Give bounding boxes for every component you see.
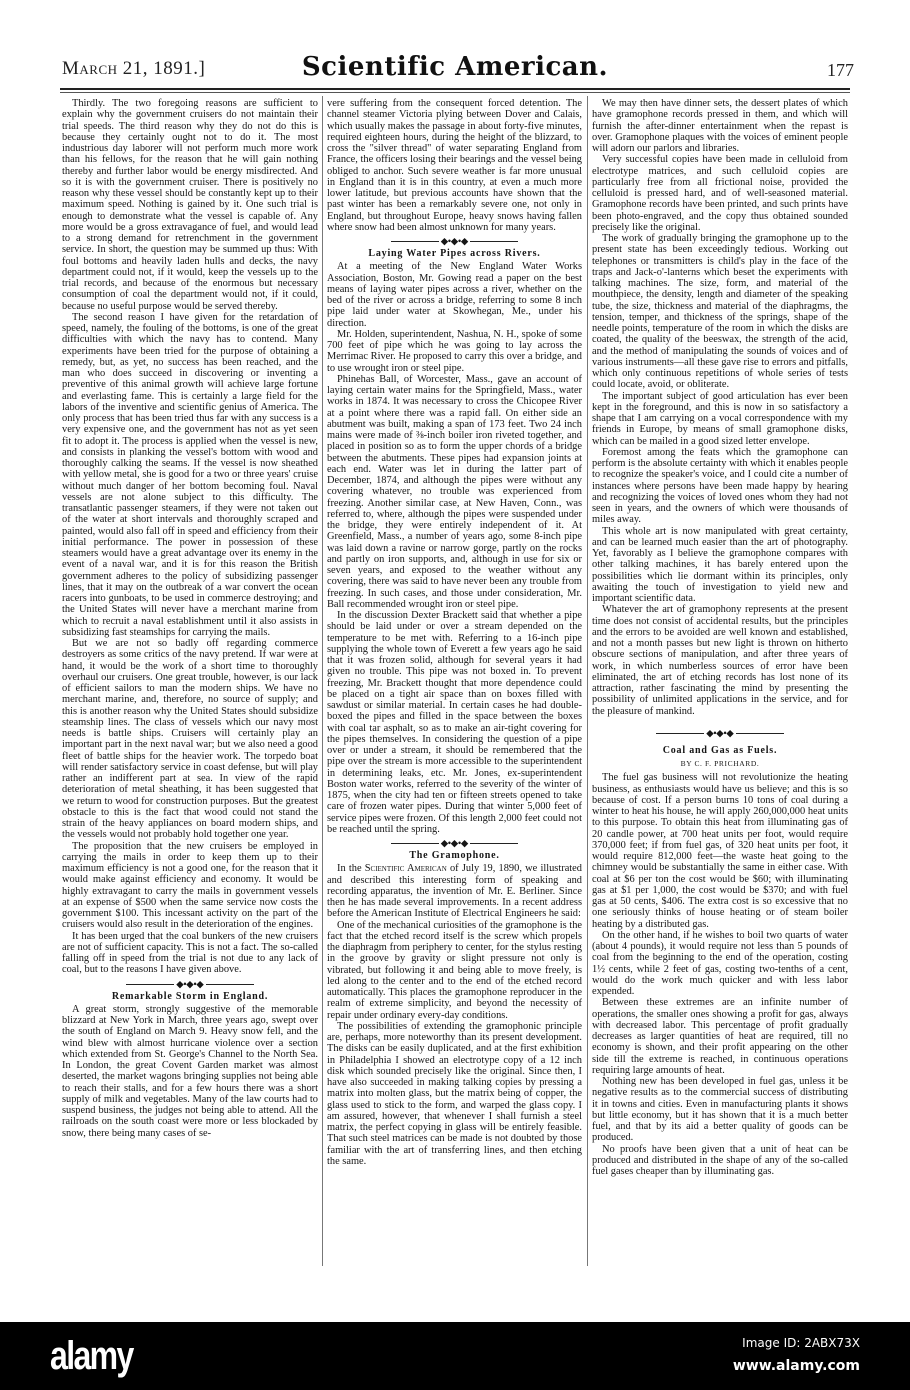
section-divider-ornament: ◆•◆•◆ [327, 837, 582, 849]
paragraph: Whatever the art of gramophony represents at the present time does not consist of accidental results, but the principles and the errors to be avoided are well known and established, and not a month passes but new light is thrown on hitherto obscure sections of manipulation, and after three years of work, in which numberless sources of error have been eliminated, the art of etching records has lost none of its attraction, rather fascinating the mind by presenting the possibility of unlimited applications in the service, and for the pleasure of mankind. [592, 604, 848, 717]
text: In the [337, 863, 365, 875]
alamy-logo: alamy [50, 1334, 133, 1378]
paragraph: No proofs have been given that a unit of heat can be produced and distributed in the shape of any of the so-called fuel gases cheaper than by illuminating gas. [592, 1143, 848, 1177]
paragraph: One of the mechanical curiosities of the gramophone is the fact that the etched record itself is the screw which propels the diaphragm from periphery to center, for the stylus resting in the groove by gravity or slight pressure not only is vibrated, but following it and being able to move freely, is led along to the center and to the end of the etched record automatically. This places the gramophone reproducer in the realm of extreme simplicity, and beyond the necessity of repair under ordinary every-day conditions. [327, 919, 582, 1021]
author-byline: BY C. F. PRICHARD. [680, 759, 760, 768]
paragraph: Very successful copies have been made in celluloid from electrotype matrices, and such celluloid copies are particularly free from all frictional noise, provided the celluloid is pressed hard, and of well-seasoned material. Gramophone records have been printed, and such prints have been photo-engraved, and the copy thus obtained sounded precisely like the original. [592, 154, 848, 233]
paragraph: The fuel gas business will not revolutionize the heating business, as enthusiasts would have us believe; and this is so because of cost. If a person burns 10 tons of coal during a winter to heat his house, he will apply 260,000,000 heat units to this purpose. To obtain this heat from illuminating gas of 20 candle power, at 700 heat units per foot, would require 370,000 feet; if from fuel gas, of 320 heat units per foot, it would require 812,000 feet—the waste heat going to the chimney would be substantially the same in either case. With coal at $6 per ton the cost would be $60; with illuminating gas at $1 per 1,000, the cost would be $370; and with fuel gas at 50 cents, $406. The extra cost is so excessive that no one seriously thinks of house heating or of steam boiler heating by a distributed gas. [592, 772, 848, 930]
paragraph: The second reason I have given for the retardation of speed, namely, the fouling of the bottoms, is one of the great difficulties with which the navy has to contend. Many experiments have been tried for the purpose of obtaining a remedy, but, as yet, no success has been reached, and the man who does succeed in discovering or inventing a preventive of this animal growth will achieve large fortune and everlasting fame. This is certainly a large field for the labors of the inventive and scientific genius of America. The only process that has been tried thus far with any success is a very expensive one, and the government has not as yet seen fit to adopt it. The process is applied when the vessel is new, and consists in planking the vessel's bottom with wood and thoroughly calking the seams. If the vessel is now sheathed with yellow metal, she is good for a two or three years' cruise without much danger of her bottom becoming foul. Naval vessels are not alone subject to this difficulty. The transatlantic passenger steamers, if they were not taken out of the water at short intervals and thoroughly scraped and painted, would also fall off in speed and efficiency from their initial performance. The power in possession of these steamers would have a great advantage over its enemy in the event of a naval war, and it is for this reason the British government adheres to the policy of subsidizing passenger lines, that it may on the outbreak of a war convert the ocean racers into gunboats, to be used in commerce destroying; and the United States will never have a merchant marine from which to recruit a naval establishment until it also assists in subsidizing fast steamships for carrying the mails. [62, 311, 318, 638]
header-rule-thin [60, 92, 850, 93]
paragraph: On the other hand, if he wishes to boil two quarts of water (about 4 pounds), it would require not less than 5 pounds of coal from the beginning to the end of the operation, costing 1½ cents, while 2 feet of gas, costing two-tenths of a cent, would do the work much quicker and with less labor expended. [592, 929, 848, 997]
article-heading-coal-gas: Coal and Gas as Fuels. [662, 744, 778, 756]
paragraph: The proposition that the new cruisers be employed in carrying the mails in order to keep them up to their maximum efficiency is not a good one, for the reason that it would make against efficiency and economy. It would be highly extravagant to carry the mails in government vessels at an expense of $500 when the same service now costs the government $100. This incessant activity on the part of the cruisers would also result in the deterioration of the engines. [62, 840, 318, 931]
paragraph: A great storm, strongly suggestive of the memorable blizzard at New York in March, three years ago, swept over the south of England on March 9. Heavy snow fell, and the wind blew with almost hurricane violence over a section which extended from St. George's Channel to the North Sea. In London, the great Covent Garden market was almost deserted, the market wagons bringing supplies not being able to reach their stalls, and for a few hours there was a short supply of milk and vegetables. Many of the law courts had to suspend business, the judges not being able to attend. All the railroads on the south coast were more or less blockaded by snow, there being many cases of se- [62, 1003, 318, 1139]
column-3 [592, 98, 848, 1270]
masthead-title: Scientific American. [301, 52, 609, 82]
paragraph: The important subject of good articulation has ever been kept in the foreground, and this is now in so satisfactory a shape that I am carrying on a vocal correspondence with my friends in Europe, by means of small gramophone disks, which can be mailed in a good sized letter envelope. [592, 390, 848, 447]
issue-date: March 21, 1891.] [62, 58, 206, 79]
paragraph: Thirdly. The two foregoing reasons are sufficient to explain why the government cruisers do not maintain their trial speeds. The third reason why they do not do this is because they certainly ought not to do it. The most industrious day laborer will not perform much more work than his fellows, for the reason that he will gain nothing thereby and further labor would be energy misdirected. And so it is with the government cruiser. There is positively no reason why these vessel should be constantly kept up to their maximum speed. Nothing is gained by it. One such trial is enough to demonstrate what the vessel is capable of. Any more would be a gross extravagance of fuel, and would lead to a strong demand for retrenchment in the government service. In short, the question may be summed up thus: With foul bottoms and heavily laden hulls and decks, the navy department could not, if it would, keep the vessels up to the trial records, and because of the enormous but necessary consumption of coal the department would not, if it could, because no useful purpose would be served thereby. [62, 98, 318, 312]
paragraph: It has been urged that the coal bunkers of the new cruisers are not of sufficient capacity. This is not a fact. The so-called falling off in speed from the trial is not due to any lack of coal, but to the reasons I have given above. [62, 930, 318, 976]
paragraph: Mr. Holden, superintendent, Nashua, N. H., spoke of some 700 feet of pipe which he was going to lay across the Merrimac River. He proposed to carry this over a bridge, and to use wrought iron or steel pipe. [327, 328, 582, 374]
paragraph: The work of gradually bringing the gramophone up to the present state has been exceedingly tedious. Working out telephones or transmitters is child's play in the face of the traps and Jack-o'-lanterns which beset the experiments with talking machines. The size, form, and material of the mouthpiece, the density, length and diameter of the speaking tube, the size, thickness and material of the diaphragms, the tension, temper, and thickness of the springs, shape of the needle points, temperature of the room in which the disks are coated, the quality of the beeswax, the strength of the acid, and the method of manipulating the sounds of voices and of various instruments—all these gave rise to errors and pitfalls, which only continuous repetitions of whole series of tests could locate, avoid, or obliterate. [592, 233, 848, 391]
section-divider-ornament: ◆•◆•◆ [592, 727, 848, 739]
watermark-footer-bar [0, 1322, 910, 1390]
column-2 [327, 98, 582, 1270]
paragraph: At a meeting of the New England Water Works Association, Boston, Mr. Gowing read a paper on the best means of laying water pipes across a river, whether on the bed of the river or across a bridge, referring to some 8 inch pipe laid under water at Skowhegan, Me., under his direction. [327, 261, 582, 329]
article-heading-water-pipes: Laying Water Pipes across Rivers. [368, 248, 541, 259]
article-heading-gramophone: The Gramophone. [409, 850, 500, 861]
paragraph: Nothing new has been developed in fuel gas, unless it be negative results as to the commercial success of distributing it in towns and cities. Even in manufacturing plants it shows but little economy, but it has shown that it is a much better fuel, and that by its aid a better quality of goods can be produced. [592, 1076, 848, 1144]
site-url: www.alamy.com [732, 1358, 860, 1374]
section-divider-ornament: ◆•◆•◆ [62, 978, 318, 990]
column-divider [322, 96, 323, 1266]
paragraph: vere suffering from the consequent forced detention. The channel steamer Victoria plying between Dover and Calais, which usually makes the passage in about forty-five minutes, required eighteen hours, during the height of the blizzard, to cross the "silver thread" of water separating England from France, the officers losing their bearings and the vessel being obliged to anchor. Such severe weather is far more unusual in England than it is in this country, at even a much more lower latitude, but previous accounts have shown that the past winter has been a remarkably severe one, not only in England, but throughout Europe, heavy snows having fallen where snow had been almost unknown for many years. [327, 98, 582, 233]
paragraph: We may then have dinner sets, the dessert plates of which have gramophone records pressed in them, and which will furnish the after-dinner entertainment when the repast is over. Gramophone plaques with the voices of eminent people will adorn our parlors and libraries. [592, 98, 848, 154]
paragraph: In the discussion Dexter Brackett said that whether a pipe should be laid under or over a stream depended on the temperature to be met with. Referring to a 16-inch pipe supplying the whole town of Everett a few years ago he said that it was frozen solid, although for several years it had given no trouble. This pipe was not boxed in. To prevent freezing, Mr. Brackett thought that more dependence could be placed on a tight air space than on boxes filled with sawdust or similar material. In certain cases he had double-boxed the pipes and filled in the space between the boxes with coal tar asphalt, so as to make an air-tight covering for the pipes themselves. In considering the question of a pipe over or under a stream, it should be remembered that the pipe over the stream is more accessible to the superintendent in determining leaks, etc. Mr. Jones, ex-superintendent Boston water works, referred to the severity of the winter of 1875, when the city had ten or fifteen streets opened to take care of frozen water pipes. During that winter 5,000 feet of service pipes were frozen. Of this length 2,000 feet could not be reached until the spring. [327, 610, 582, 835]
paragraph: Foremost among the feats which the gramophone can perform is the absolute certainty with which it enables people to recognize the speaker's voice, and I could cite a number of instances where persons have been made happy by hearing and recognizing the voices of loved ones whom they had not seen in years, and the owners of which were thousands of miles away. [592, 446, 848, 526]
publication-name: Scientific American [364, 863, 447, 875]
paragraph: This whole art is now manipulated with great certainty, and can be learned much easier than the art of photography. Yet, favorably as I believe the gramophone compares with other talking machines, it has barely entered upon the possibilities which lie dormant within its principles, only awaiting the touch of investigation to yield new and important scientific data. [592, 525, 848, 604]
paragraph: The possibilities of extending the gramophonic principle are, perhaps, more noteworthy than its present development. The disks can be easily duplicated, and at the first exhibition in Philadelphia I showed an electrotype copy of a 12 inch disk which sounded precisely like the original. Since then, I have also succeeded in making talking copies by pressing a matrix into molten glass, but the matrix being of copper, the glass used to stick to the form, and warped the glass copy. I am assured, however, that whenever I shall furnish a steel matrix, the perfect copying in glass will be entirely feasible. That such steel matrices can be made is not doubted by those familiar with the art of transferring lines, and then etching the same. [327, 1020, 582, 1167]
section-divider-ornament: ◆•◆•◆ [327, 235, 582, 247]
article-heading-storm: Remarkable Storm in England. [111, 990, 269, 1002]
paragraph [327, 863, 582, 919]
page-number: 177 [827, 60, 854, 80]
paragraph: Between these extremes are an infinite number of operations, the smaller ones showing a profit for gas, always with decreased labor. This percentage of profit gradually decreases as larger quantities of heat are required, till no economy is shown, and their profit appearing on the other side till the extreme is reached, in continuous operations requiring large amounts of heat. [592, 997, 848, 1076]
paragraph: Phinehas Ball, of Worcester, Mass., gave an account of laying certain water mains for the Springfield, Mass., water works in 1874. It was necessary to cross the Chicopee River at a point where there was a rapid fall. On either side an abutment was built, making a span of 173 feet. Two 24 inch mains were made of ⅜-inch boiler iron riveted together, and placed in position so as to form the upper chords of a bridge between the abutments. These pipes had expansion joints at each end. Water was let in during the latter part of December, 1874, and although the pipes were without any covering whatever, no trouble was experienced from freezing. Another similar case, at New Haven, Conn., was referred to, where, although the pipes were suspended under the bridge, they were entirely independent of it. At Greenfield, Mass., a number of years ago, some 8-inch pipe was laid down a ravine or narrow gorge, partly on the rocks and partly on iron supports, and, although in use for six or seven years, and exposed to the weather without any covering, there was said to have never been any trouble from freezing. In such cases, and those under consideration, Mr. Ball recommended wrought iron or steel pipe. [327, 373, 582, 610]
column-1 [62, 98, 318, 1270]
column-divider [587, 96, 588, 1266]
image-id-label: Image ID: 2ABX73X [742, 1336, 860, 1350]
paragraph: But we are not so badly off regarding commerce destroyers as some critics of the navy pretend. If war were at hand, it would be the work of a short time to thoroughly overhaul our cruisers. One great trouble, however, is our lack of efficient sailors to man the modern ships. We have no merchant marine, and, therefore, no source of supply; and this is another reason why the United States should subsidize steamship lines. The class of vessels which our navy most needs is battle ships. Cruisers will certainly play an important part in the next naval war; but we also need a good fleet of battle ships for the heavier work. The torpedo boat will render satisfactory service in coast defense, but will play rather an indifferent part at sea. In view of the rapid deterioration of metal sheathing, it has been suggested that we return to wood for construction purposes. But the greatest obstacle to this is the fact that wood could not stand the strain of the heavy appliances on board modern ships, and the vessels would not probably hold together one year. [62, 638, 318, 841]
header-rule [60, 88, 850, 90]
text: of July 19, 1890, we illustrated and described this interesting form of speaking and recording apparatus, the invention of Mr. E. Berliner. Since then he has made several improvements. In a recent address before the American Institute of Electrical Engineers he said: [327, 863, 582, 920]
